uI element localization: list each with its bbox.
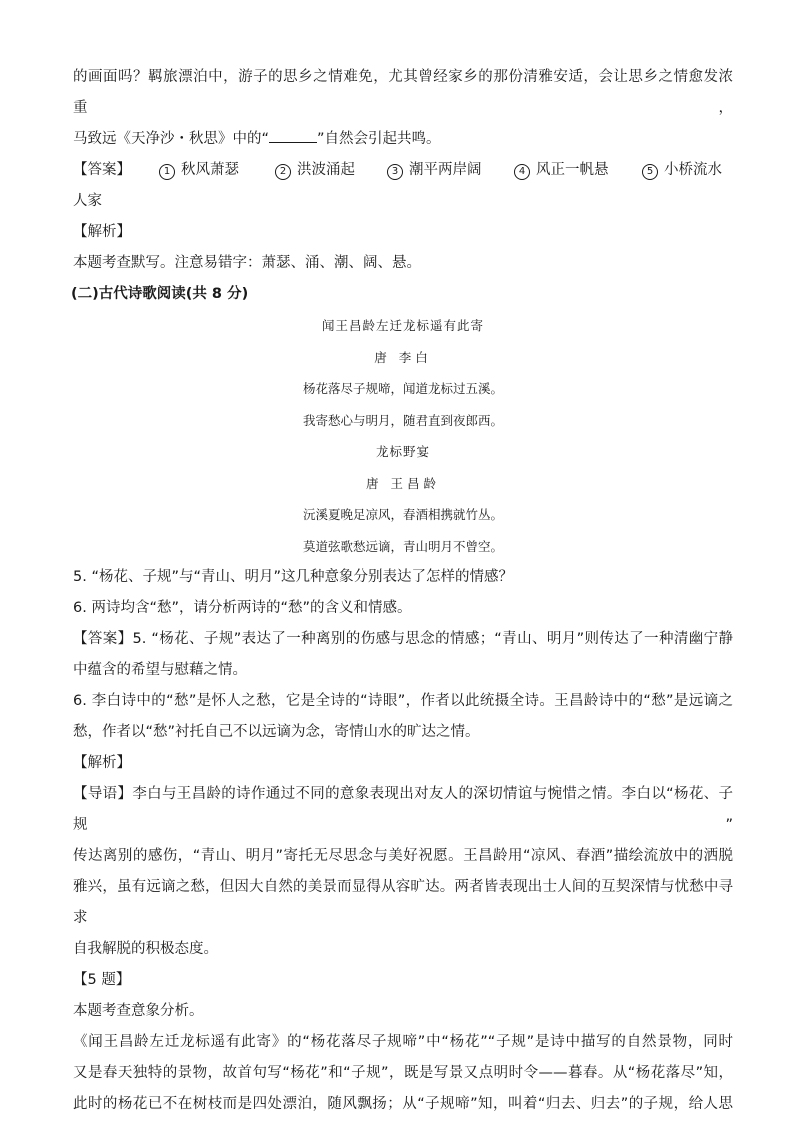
answer-item-5 [642,155,722,186]
analysis-text: 本题考查默写。注意易错字：萧瑟、涌、潮、阔、悬。 [73,255,421,271]
answer-item-5-text: 小桥流水 [664,162,722,178]
answer2-line-2: 中蕴含的希望与慰藉之情。 [73,662,247,678]
analysis2-intro-line-4: 自我解脱的积极态度。 [73,941,218,957]
analysis2-body-line-3: 又是春天独特的景物，故首句写“杨花”和“子规”，既是写景又点明时令——暮春。从“杨花落尽”知， [73,1065,733,1081]
section-title: (二)古代诗歌阅读(共 8 分) [71,286,249,302]
document-page [73,62,733,1120]
answer-item-4 [514,155,642,186]
poem-1-author: 唐 李白 [374,349,432,365]
question-6: 6. 两诗均含“愁”，请分析两诗的“愁”的含义和情感。 [73,600,412,616]
circled-number-3: 3 [387,164,403,180]
answer-item-2-text: 洪波涌起 [297,162,355,178]
intro-line-2-tail: ”自然会引起共鸣。 [317,131,441,147]
answer-row-1 [73,155,733,186]
analysis2-intro-line-2: 传达离别的感伤，“青山、明月”寄托无尽思念与美好祝愿。王昌龄用“凉风、春酒”描绘流放中的洒脱 [73,848,733,864]
intro-line-1: 的画面吗？羁旅漂泊中，游子的思乡之情难免，尤其曾经家乡的那份清雅安适，会让思乡之情愈发浓重， [73,69,733,116]
poem-2 [73,436,733,562]
analysis2-sub-tag: 【5 题】 [73,972,131,988]
intro-line-2 [73,124,733,155]
poem-2-line-1: 沅溪夏晚足凉风，春酒相携就竹丛。 [302,507,503,522]
analysis2-intro-line-3: 雅兴，虽有远谪之愁，但因大自然的美景而显得从容旷达。两者皆表现出士人间的互契深情与忧愁中寻求 [73,879,733,926]
answer2-line-4: 愁，作者以“愁”衬托自己不以远谪为念，寄情山水的旷达之情。 [73,724,480,740]
analysis2-body-line-1: 本题考查意象分析。 [73,1003,204,1019]
circled-number-4: 4 [514,164,530,180]
poem-2-title: 龙标野宴 [375,444,430,459]
answer-item-2 [275,155,387,186]
circled-number-5: 5 [642,164,658,180]
answer-tag: 【答案】 [73,162,131,178]
answer-item-3 [387,155,514,186]
analysis2-body-line-2: 《闻王昌龄左迁龙标遥有此寄》的“杨花落尽子规啼”中“杨花”“子规”是诗中描写的自然景物，同时 [73,1034,733,1050]
analysis2-body-line-4: 此时的杨花已不在树枝而是四处漂泊，随风飘扬；从“子规啼”知，叫着“归去、归去”的子规，给人思 [73,1096,733,1112]
answer-item-3-text: 潮平两岸阔 [409,162,482,178]
answer-item-1-text: 秋风萧瑟 [181,162,239,178]
answer-continuation: 人家 [73,193,102,209]
poem-1-line-1: 杨花落尽子规啼，闻道龙标过五溪。 [302,381,503,396]
circled-number-2: 2 [275,164,291,180]
poem-1 [73,310,733,436]
poem-1-title: 闻王昌龄左迁龙标遥有此寄 [321,318,484,333]
answer-item-1 [159,155,275,186]
intro-line-2-text: 马致远《天净沙・秋思》中的“ [73,131,270,147]
poem-2-author: 唐 王昌龄 [366,475,440,491]
poem-1-line-2: 我寄愁心与明月，随君直到夜郎西。 [302,412,503,428]
question-5: 5. “杨花、子规”与“青山、明月”这几种意象分别表达了怎样的情感？ [73,569,513,585]
answer2-line-1: 【答案】5. “杨花、子规”表达了一种离别的伤感与思念的情感；“青山、明月”则传达了一种清幽宁静 [73,631,733,647]
fill-in-blank [269,130,317,143]
analysis2-intro-line-1: 【导语】李白与王昌龄的诗作通过不同的意象表现出对友人的深切情谊与惋惜之情。李白以“杨花、子规” [73,786,733,833]
answer2-line-3: 6. 李白诗中的“愁”是怀人之愁，它是全诗的“诗眼”，作者以此统摄全诗。王昌龄诗中的“愁”是远谪之 [73,693,733,709]
circled-number-1: 1 [159,164,175,180]
answer-item-4-text: 风正一帆悬 [536,162,609,178]
analysis-tag: 【解析】 [73,224,131,240]
poem-2-line-2: 莫道弦歌愁远谪，青山明月不曾空。 [302,538,503,554]
analysis2-tag: 【解析】 [73,755,131,771]
